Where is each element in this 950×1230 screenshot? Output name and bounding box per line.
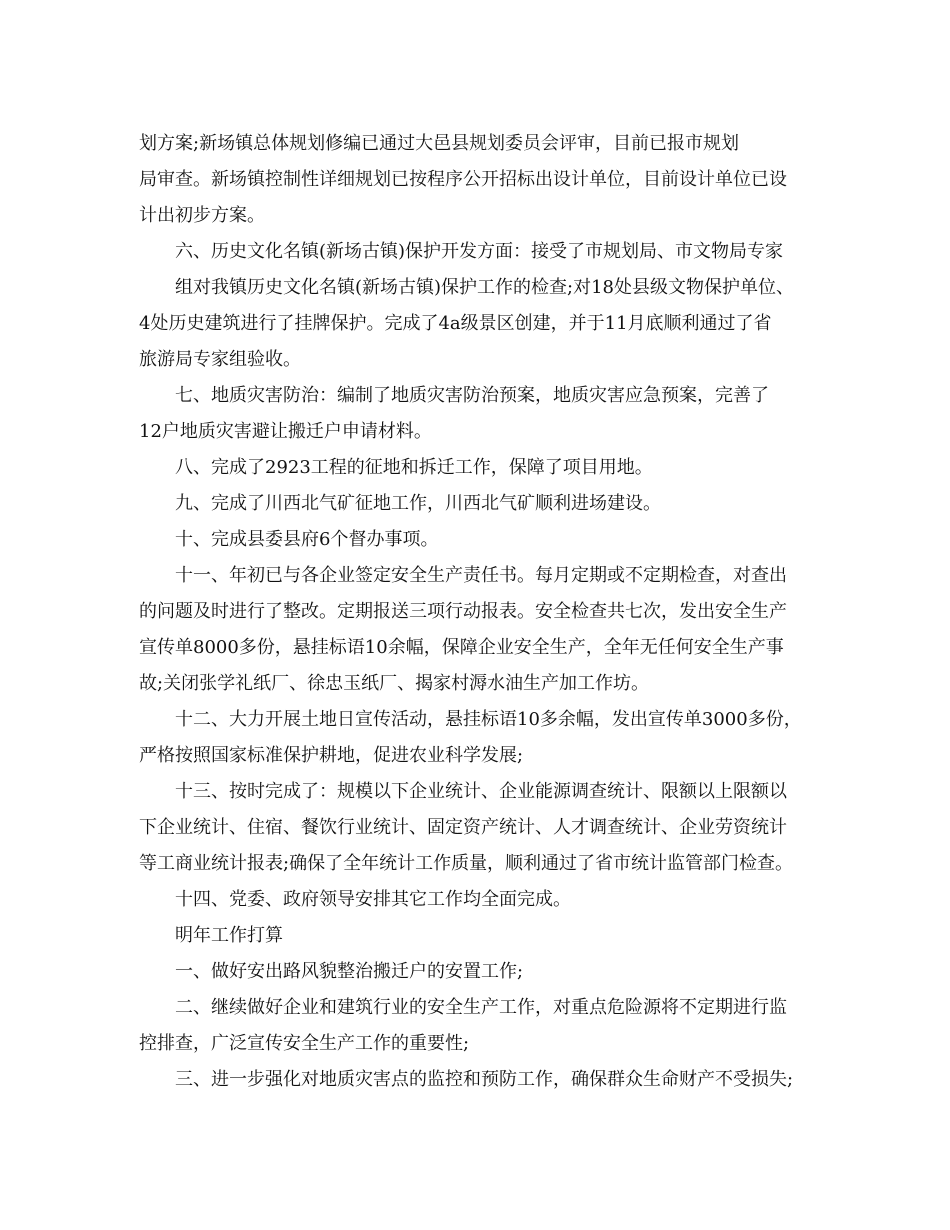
- section-heading-line: 十二、大力开展土地日宣传活动，悬挂标语10多余幅，发出宣传单3000多份，: [175, 709, 802, 730]
- section-heading-line: 八、完成了2923工程的征地和拆迁工作，保障了项目用地。: [175, 457, 653, 478]
- section-heading-line: 十四、党委、政府领导安排其它工作均全面完成。: [175, 889, 571, 910]
- text-line: 故;关闭张学礼纸厂、徐忠玉纸厂、揭家村溽水油生产加工作坊。: [139, 673, 650, 694]
- text-line: 旅游局专家组验收。: [139, 349, 301, 370]
- text-line: 组对我镇历史文化名镇(新场古镇)保护工作的检查;对18处县级文物保护单位、: [175, 277, 795, 298]
- text-line: 局审查。新场镇控制性详细规划已按程序公开招标出设计单位，目前设计单位已设: [139, 169, 787, 190]
- section-heading-line: 二、继续做好企业和建筑行业的安全生产工作，对重点危险源将不定期进行监: [175, 997, 787, 1018]
- text-line: 控排查，广泛宣传安全生产工作的重要性;: [139, 1033, 470, 1054]
- document-body: [139, 126, 829, 1098]
- section-heading-line: 十一、年初已与各企业签定安全生产责任书。每月定期或不定期检查，对查出: [175, 565, 787, 586]
- section-heading-line: 十、完成县委县府6个督办事项。: [175, 529, 439, 550]
- text-line: 4处历史建筑进行了挂牌保护。完成了4a级景区创建，并于11月底顺利通过了省: [139, 313, 772, 334]
- text-line: 12户地质灾害避让搬迁户申请材料。: [139, 421, 432, 442]
- section-heading-line: 一、做好安出路风貌整治搬迁户的安置工作;: [175, 961, 524, 982]
- plan-heading: 明年工作打算: [175, 925, 283, 946]
- text-line: 宣传单8000多份，悬挂标语10余幅，保障企业安全生产，全年无任何安全生产事: [139, 637, 784, 658]
- text-line: 划方案;新场镇总体规划修编已通过大邑县规划委员会评审，目前已报市规划: [139, 133, 740, 154]
- text-line: 等工商业统计报表;确保了全年统计工作质量，顺利通过了省市统计监管部门检查。: [139, 853, 794, 874]
- text-line: 的问题及时进行了整改。定期报送三项行动报表。安全检查共七次，发出安全生产: [139, 601, 787, 622]
- text-line: 严格按照国家标准保护耕地，促进农业科学发展;: [139, 745, 524, 766]
- section-heading-line: 十三、按时完成了：规模以下企业统计、企业能源调查统计、限额以上限额以: [175, 781, 787, 802]
- section-heading-line: 九、完成了川西北气矿征地工作，川西北气矿顺利进场建设。: [175, 493, 661, 514]
- section-heading-line: 三、进一步强化对地质灾害点的监控和预防工作，确保群众生命财产不受损失;: [175, 1069, 794, 1090]
- section-heading-line: 六、历史文化名镇(新场古镇)保护开发方面：接受了市规划局、市文物局专家: [175, 241, 784, 262]
- text-line: 下企业统计、住宿、餐饮行业统计、固定资产统计、人才调查统计、企业劳资统计: [139, 817, 787, 838]
- text-line: 计出初步方案。: [139, 205, 265, 226]
- section-heading-line: 七、地质灾害防治：编制了地质灾害防治预案，地质灾害应急预案，完善了: [175, 385, 769, 406]
